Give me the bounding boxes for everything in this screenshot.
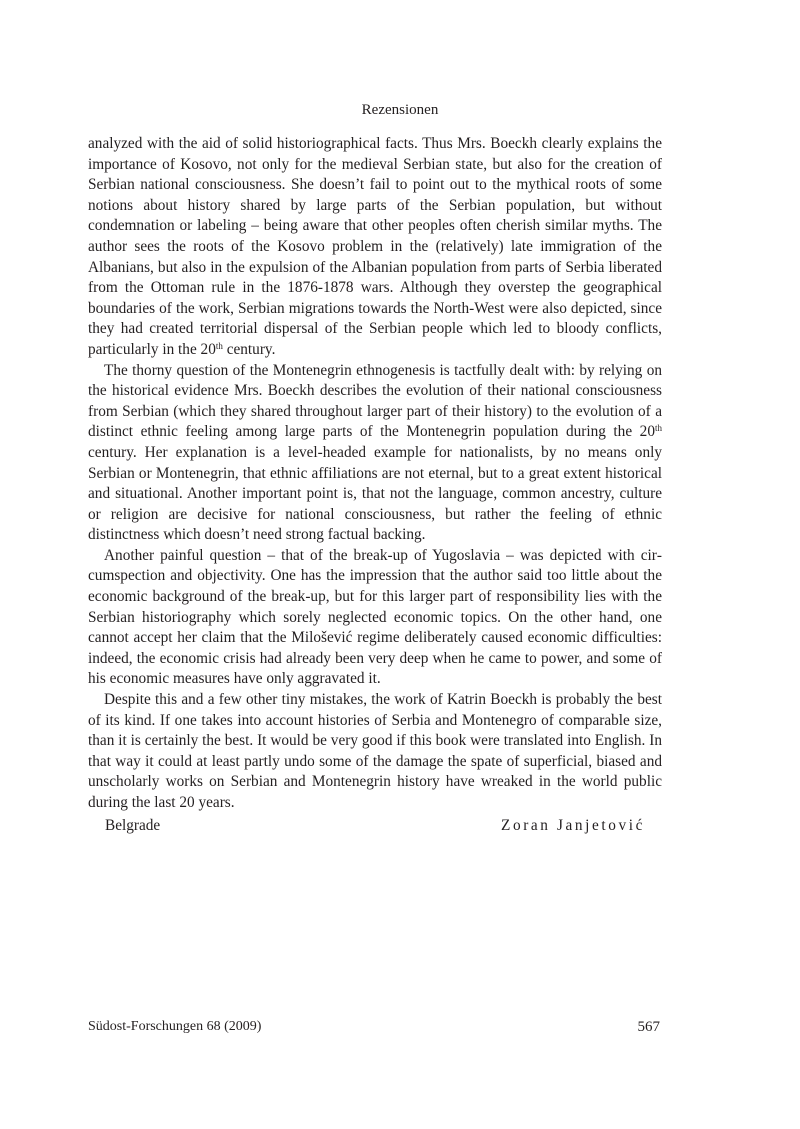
paragraph-2 (88, 361, 662, 546)
paragraph-2-text: The thorny question of the Montenegrin ethnogenesis is tactfully dealt with: by relying on the historical evidence Mrs. Boeckh describes the evolution of their national consciousness from Serbian (which they shared throughout larger part of their history) to the evolution of a distinct ethnic feeling among large parts of the Montenegrin population during the 20 (88, 361, 662, 441)
paragraph-3: Another painful question – that of the break-up of Yugoslavia – was depicted with circumspection and objectivity. One has the impression that the author said too little about the economic background of the break-up, but for this larger part of responsibility lies with the Serbian historiography which sorely neglected economic topics. On the other hand, one cannot accept her claim that the Milošević regime deliberately caused economic difficulties: indeed, the economic crisis had already been very deep when he came to power, and some of his economic measures have only aggravated it. (88, 546, 662, 688)
journal-citation: Südost-Forschungen 68 (2009) (88, 1019, 262, 1034)
signature-block (105, 815, 645, 837)
paragraph-4: Despite this and a few other tiny mistakes, the work of Katrin Boeckh is probably the best of its kind. If one takes into account histories of Serbia and Montenegro of comparable size, than it is certainly the best. It would be very good if this book were translated into English. In that way it could at least partly undo some of the damage the spate of superficial, biased and unscholarly works on Serbian and Montenegrin history have wreaked in the world public during the last 20 years. (88, 691, 662, 811)
page-number: 567 (637, 1019, 660, 1035)
ordinal-suffix: th (654, 423, 662, 434)
ordinal-suffix: th (215, 340, 223, 351)
paragraph-1 (88, 134, 662, 361)
review-body (88, 134, 662, 814)
signature-place: Belgrade (105, 817, 161, 834)
running-head: Rezensionen (361, 102, 439, 118)
signature-author: Zoran Janjetović (501, 817, 645, 834)
page-footer (88, 1017, 660, 1037)
paragraph-1-text-end: century. (222, 340, 276, 358)
paragraph-1-text: analyzed with the aid of solid historiographical facts. Thus Mrs. Boeckh clearly explains the importance of Kosovo, not only for the medieval Serbian state, but also for the creation of Serbian national consciousness. She doesn’t fail to point out to the mythical roots of some notions about history shared by large parts of the Serbian population, but without condemnation or labeling – being aware that other peoples often cherish similar myths. The author sees the roots of the Kosovo problem in the (relatively) late immigration of the Albanians, but also in the expulsion of the Albanian population from parts of Serbia liberated from the Ottoman rule in the 1876-1878 wars. Although they overstep the geographical boundaries of the work, Serbian migrations towards the North-West were also depicted, since they had created territorial dispersal of the Serbian people which led to bloody conflicts, particularly in the 20 (88, 135, 662, 358)
paragraph-2-text-end: century. Her explanation is a level-headed example for nationalists, by no means only Serbian or Montenegrin, that ethnic affiliations are not eternal, but to a great extent historical and situational. Another important point is, that not the language, common ancestry, culture or religion are decisive for national consciousness, but rather the feeling of ethnic distinctness which doesn’t need strong factual backing. (88, 443, 662, 544)
